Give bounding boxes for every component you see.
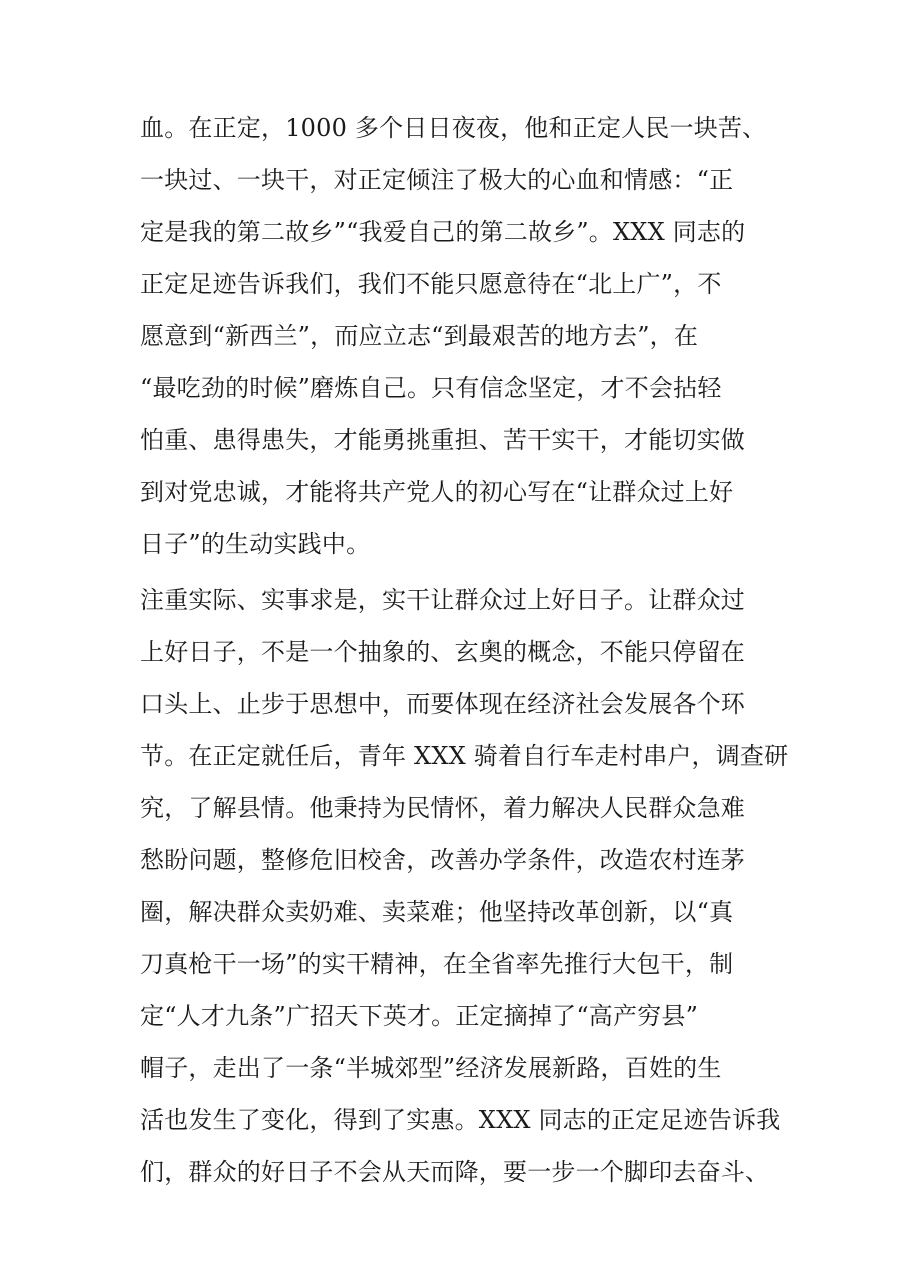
text-line: 一块过、一块干，对正定倾注了极大的心血和情感：“正 xyxy=(140,166,734,194)
text-line: 愁盼问题，整修危旧校舍，改善办学条件，改造农村连茅 xyxy=(140,846,745,874)
text-line: 到对党忠诚，才能将共产党人的初心写在“让群众过上好 xyxy=(140,478,734,506)
text-line: 定是我的第二故乡”“我爱自己的第二故乡”。XXX 同志的 xyxy=(140,218,746,246)
text-line: 正定足迹告诉我们，我们不能只愿意待在“北上广”，不 xyxy=(140,270,722,298)
text-line: 节。在正定就任后，青年 XXX 骑着自行车走村串户，调查研 xyxy=(140,742,789,770)
text-line: 活也发生了变化，得到了实惠。XXX 同志的正定足迹告诉我 xyxy=(140,1106,781,1134)
text-line: 帽子，走出了一条“半城郊型”经济发展新路，百姓的生 xyxy=(140,1054,722,1082)
text-line: 们，群众的好日子不会从天而降，要一步一个脚印去奋斗、 xyxy=(140,1158,770,1186)
text-line: 定“人才九条”广招天下英才。正定摘掉了“高产穷县” xyxy=(140,1002,699,1030)
text-line: 上好日子，不是一个抽象的、玄奥的概念，不能只停留在 xyxy=(140,638,745,666)
text-line: “最吃劲的时候”磨炼自己。只有信念坚定，才不会拈轻 xyxy=(140,374,722,402)
text-line: 圈，解决群众卖奶难、卖菜难；他坚持改革创新，以“真 xyxy=(140,898,734,926)
text-line: 怕重、患得患失，才能勇挑重担、苦干实干，才能切实做 xyxy=(140,426,745,454)
text-line: 口头上、止步于思想中，而要体现在经济社会发展各个环 xyxy=(140,690,745,718)
text-line: 愿意到“新西兰”，而应立志“到最艰苦的地方去”，在 xyxy=(140,322,699,350)
text-line: 注重实际、实事求是，实干让群众过上好日子。让群众过 xyxy=(140,586,745,614)
text-line: 日子”的生动实践中。 xyxy=(140,530,371,558)
text-line: 刀真枪干一场”的实干精神，在全省率先推行大包干，制 xyxy=(140,950,734,978)
text-line: 血。在正定，1000 多个日日夜夜，他和正定人民一块苦、 xyxy=(140,114,767,142)
text-line: 究，了解县情。他秉持为民情怀，着力解决人民群众急难 xyxy=(140,794,745,822)
